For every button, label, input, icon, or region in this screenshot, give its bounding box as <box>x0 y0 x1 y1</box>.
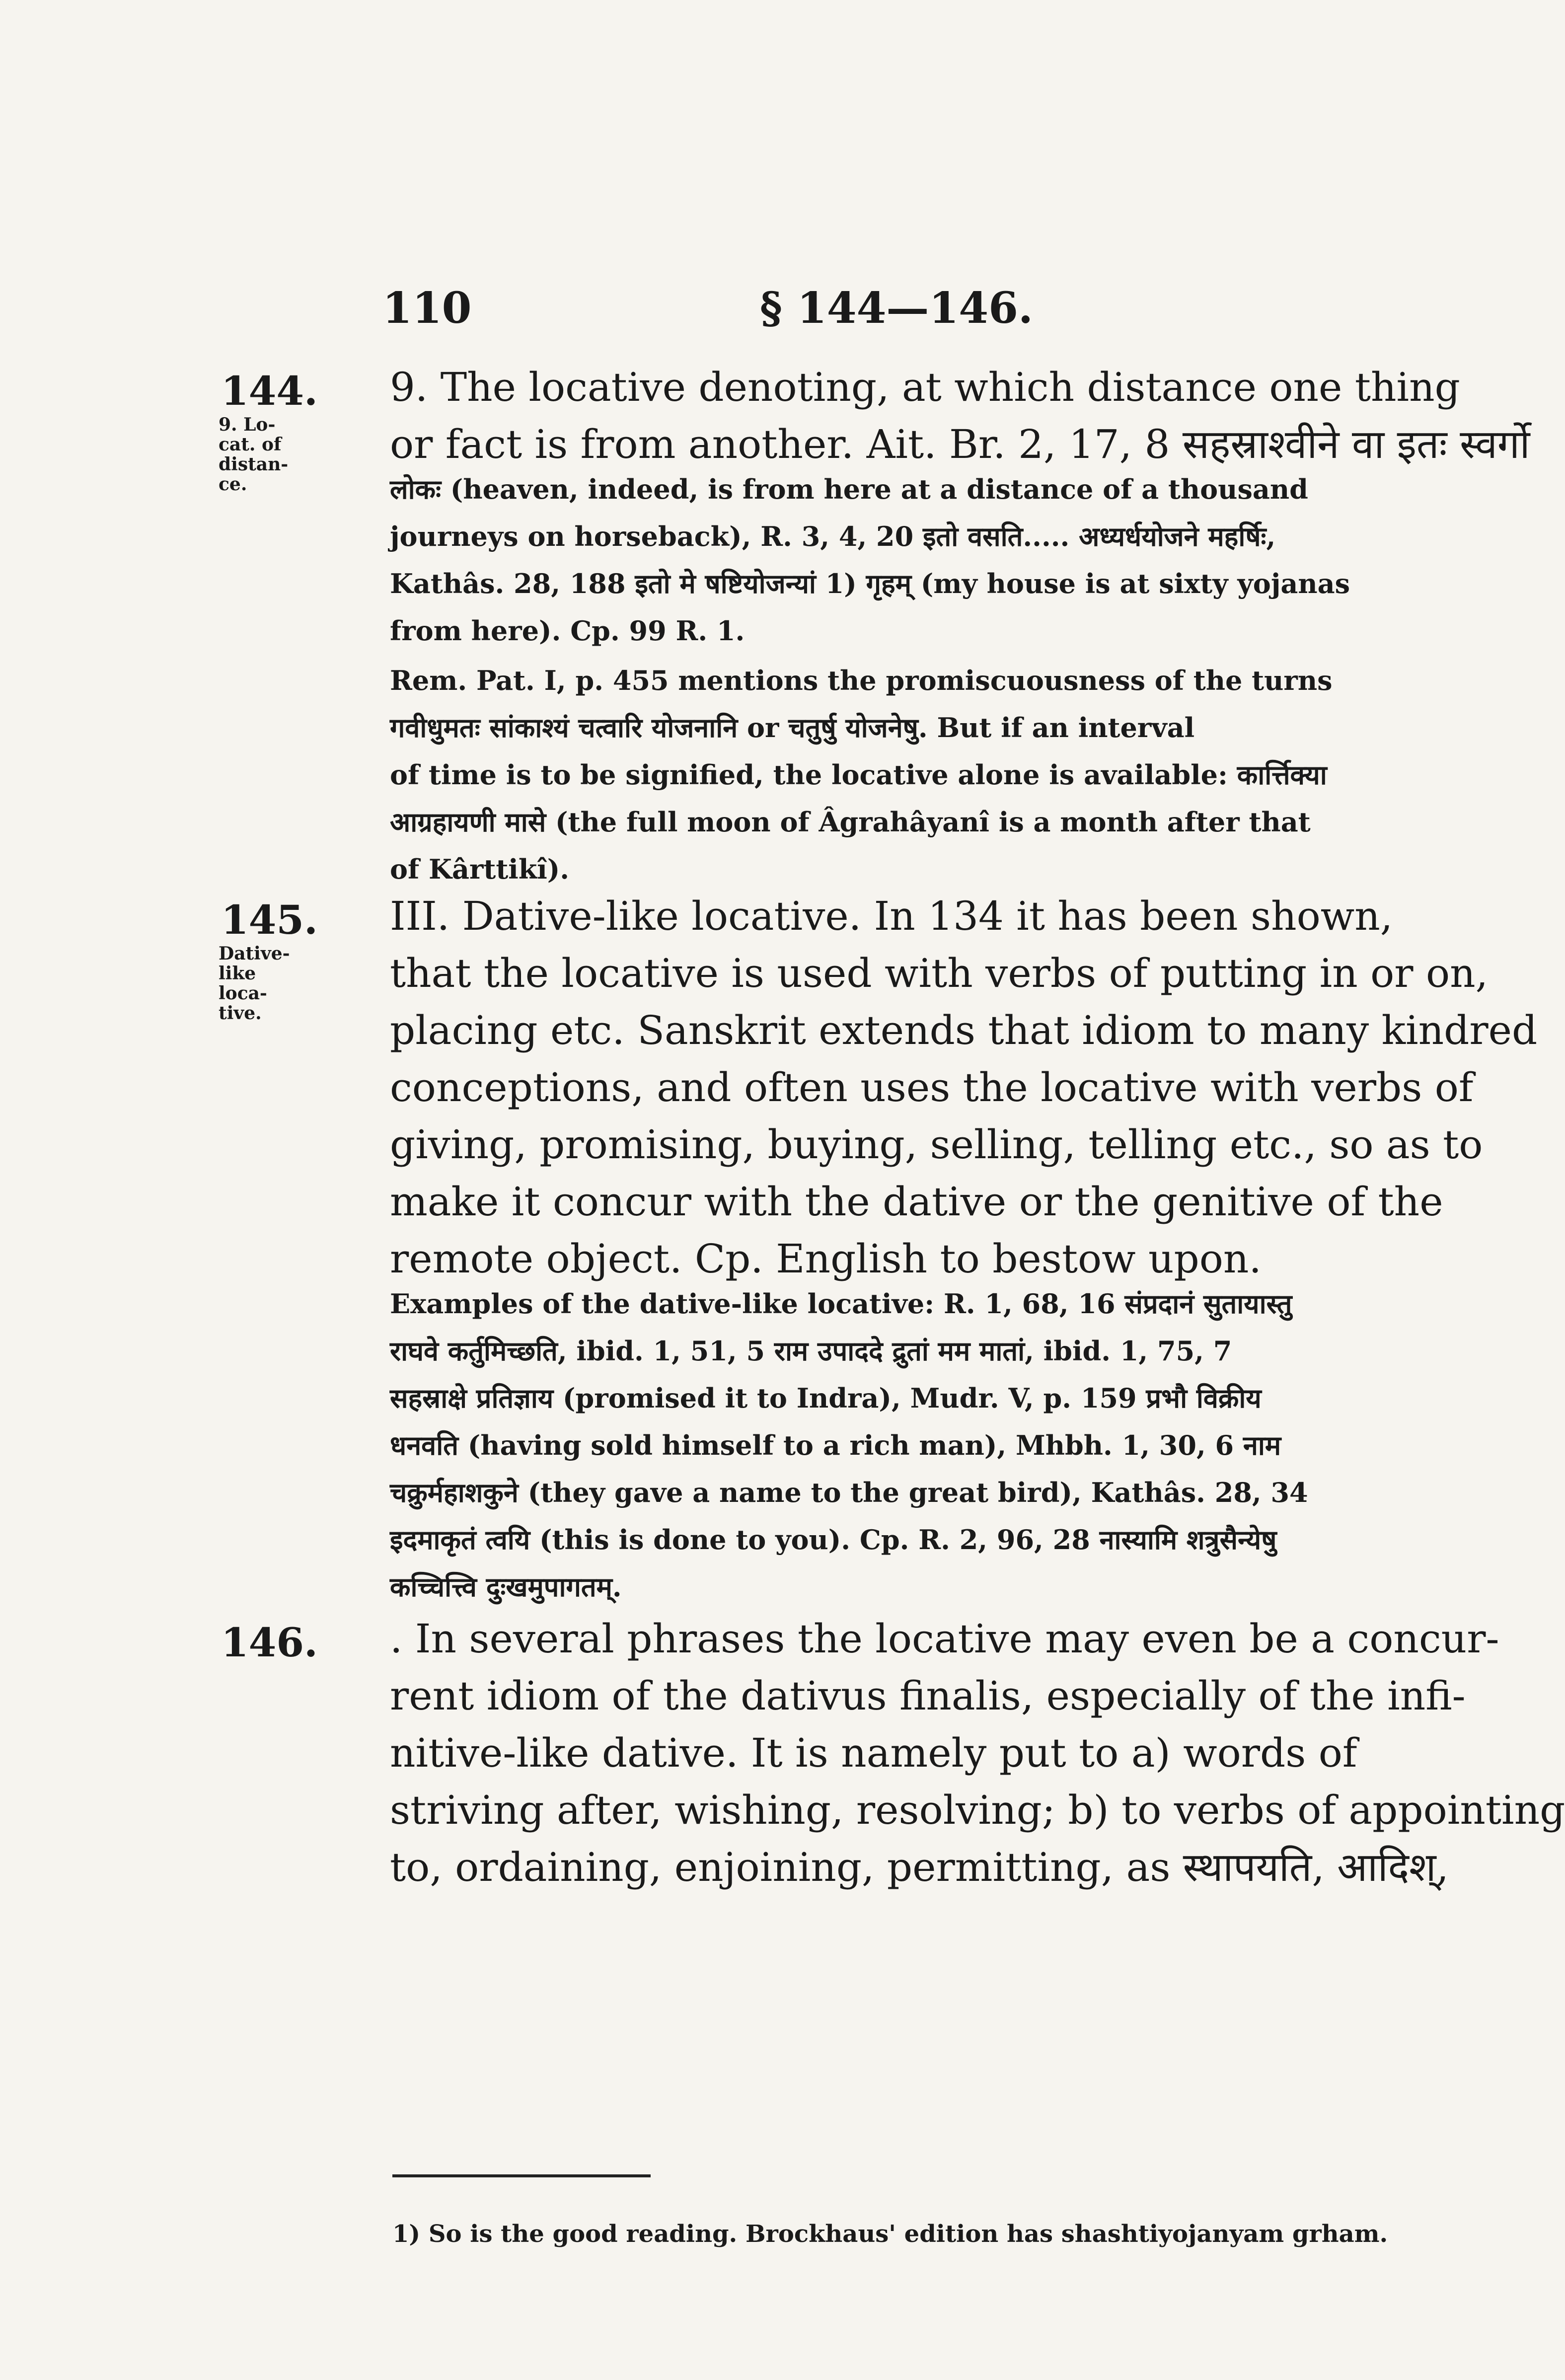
paragraph-line: Kathâs. 28, 188 इतो मे षष्टियोजन्यां 1) गृहम् (my house is at sixty yojanas <box>390 568 1350 599</box>
remark-line: of time is to be signified, the locative alone is available: कार्त्तिक्या <box>390 759 1327 791</box>
remark-line: आग्रहायणी मासे (the full moon of Âgrahâyanî is a month after that <box>390 806 1311 838</box>
paragraph-line: make it concur with the dative or the genitive of the <box>390 1179 1443 1225</box>
example-line: कच्चित्त्वि दुःखमुपागतम्. <box>390 1571 622 1603</box>
paragraph-line: conceptions, and often uses the locative with verbs of <box>390 1064 1474 1111</box>
remark-line: गवीधुमतः सांकाश्यं चत्वारि योजनानि or चतुर्षु योजनेषु. But if an interval <box>390 712 1195 744</box>
margin-note-line: Dative- <box>219 943 290 964</box>
section-number-146: 146. <box>221 1619 318 1666</box>
paragraph-line: journeys on horseback), R. 3, 4, 20 इतो वसति..... अध्यर्धयोजने महर्षिः, <box>390 521 1276 552</box>
paragraph-line: remote object. Cp. English to bestow upon. <box>390 1236 1262 1282</box>
paragraph-line: rent idiom of the dativus finalis, especially of the infi- <box>390 1673 1466 1719</box>
margin-note-144 <box>219 415 382 494</box>
margin-note-line: distan- <box>219 454 289 475</box>
example-line: सहस्राक्षे प्रतिज्ञाय (promised it to Indra), Mudr. V, p. 159 प्रभौ विक्रीय <box>390 1382 1262 1414</box>
example-line: चक्रुर्महाशकुने (they gave a name to the great bird), Kathâs. 28, 34 <box>390 1477 1308 1508</box>
section-number-145: 145. <box>221 896 318 943</box>
margin-note-line: 9. Lo- <box>219 414 276 435</box>
example-line: इदमाकृतं त्वयि (this is done to you). Cp. R. 2, 96, 28 नास्यामि शत्रुसैन्येषु <box>390 1524 1277 1556</box>
margin-note-line: loca- <box>219 983 267 1004</box>
paragraph-line: or fact is from another. Ait. Br. 2, 17, 8 सहस्राश्वीने वा इतः स्वर्गो <box>390 421 1530 467</box>
paragraph-line: nitive-like dative. It is namely put to a) words of <box>390 1730 1357 1776</box>
margin-note-line: like <box>219 963 256 984</box>
paragraph-line: that the locative is used with verbs of putting in or on, <box>390 950 1489 996</box>
page-number: 110 <box>382 283 472 333</box>
paragraph-line: placing etc. Sanskrit extends that idiom to many kindred <box>390 1007 1538 1053</box>
footnote: 1) So is the good reading. Brockhaus' edition has shashtiyojanyam grham. <box>392 2220 1388 2248</box>
example-line: धनवति (having sold himself to a rich man), Mhbh. 1, 30, 6 नाम <box>390 1429 1281 1461</box>
footnote-rule <box>392 2174 651 2177</box>
example-line: राघवे कर्तुमिच्छति, ibid. 1, 51, 5 राम उपाददे द्रुतां मम मातां, ibid. 1, 75, 7 <box>390 1335 1232 1367</box>
remark-line: of Kârttikî). <box>390 853 570 885</box>
paragraph-line: III. Dative-like locative. In 134 it has been shown, <box>390 893 1393 939</box>
paragraph-line: 9. The locative denoting, at which distance one thing <box>390 364 1460 410</box>
paragraph-line: giving, promising, buying, selling, telling etc., so as to <box>390 1121 1483 1168</box>
margin-note-line: tive. <box>219 1003 262 1024</box>
section-number-144: 144. <box>221 368 318 414</box>
remark-line: Rem. Pat. I, p. 455 mentions the promiscuousness of the turns <box>390 665 1333 696</box>
paragraph-line: striving after, wishing, resolving; b) to verbs of appointing <box>390 1787 1565 1833</box>
paragraph-line: from here). Cp. 99 R. 1. <box>390 615 745 647</box>
example-line: Examples of the dative-like locative: R. 1, 68, 16 संप्रदानं सुतायास्तु <box>390 1288 1292 1320</box>
paragraph-line: . In several phrases the locative may even be a concur- <box>390 1616 1499 1662</box>
margin-note-line: ce. <box>219 474 247 495</box>
paragraph-line: to, ordaining, enjoining, permitting, as स्थापयति, आदिश्, <box>390 1844 1449 1890</box>
section-range: § 144—146. <box>760 283 1033 333</box>
margin-note-line: cat. of <box>219 434 282 455</box>
paragraph-line: लोकः (heaven, indeed, is from here at a distance of a thousand <box>390 473 1308 505</box>
margin-note-145 <box>219 944 382 1023</box>
